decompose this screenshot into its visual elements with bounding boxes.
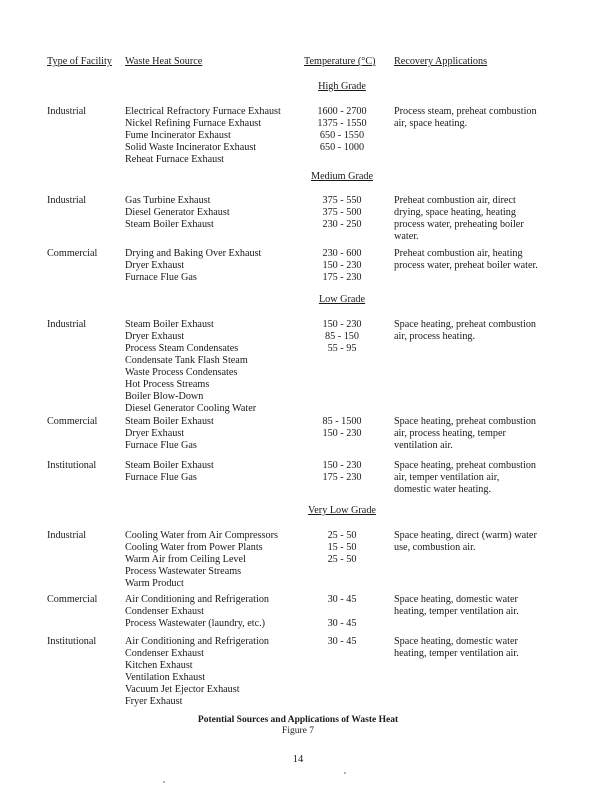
- temperature-ranges: 150 - 230 85 - 150 55 - 95: [322, 319, 362, 354]
- heat-sources: Electrical Refractory Furnace Exhaust Nickel Refining Furnace Exhaust Fume Incinerator Exhaust Solid Waste Incinerator Exhaust Reheat Furnace Exhaust: [125, 106, 281, 165]
- temperature-ranges: 150 - 230 175 - 230: [322, 460, 362, 483]
- recovery-applications: Space heating, preheat combustion air, temper ventilation air, domestic water heating.: [394, 460, 537, 495]
- temperature-ranges: 230 - 600 150 - 230 175 - 230: [322, 248, 362, 283]
- heat-sources: Air Conditioning and Refrigeration Condenser Exhaust Process Wastewater (laundry, etc.): [125, 594, 270, 629]
- temperature-ranges: 25 - 50 15 - 50 25 - 50: [327, 530, 357, 565]
- header-source: Waste Heat Source: [125, 56, 203, 67]
- temperature-ranges: 375 - 550 375 - 500 230 - 250: [322, 195, 362, 230]
- figure-caption-title: Potential Sources and Applications of Waste Heat: [197, 715, 399, 725]
- recovery-applications: Process steam, preheat combustion air, space heating.: [394, 106, 537, 129]
- recovery-applications: Space heating, domestic water heating, temper ventilation air.: [394, 594, 519, 617]
- grade-very-low: Very Low Grade: [308, 505, 376, 516]
- heat-sources: Air Conditioning and Refrigeration Condenser Exhaust Kitchen Exhaust Ventilation Exhaust Vacuum Jet Ejector Exhaust Fryer Exhaust: [125, 636, 270, 707]
- recovery-applications: Preheat combustion air, direct drying, space heating, heating process water, preheating boiler water.: [394, 195, 524, 242]
- grade-high: High Grade: [318, 81, 366, 92]
- heat-sources: Steam Boiler Exhaust Dryer Exhaust Furnace Flue Gas: [125, 416, 214, 451]
- facility-type: Industrial: [47, 106, 87, 117]
- recovery-applications: Space heating, preheat combustion air, process heating.: [394, 319, 537, 342]
- figure-number: Figure 7: [282, 726, 314, 736]
- heat-sources: Cooling Water from Air Compressors Cooling Water from Power Plants Warm Air from Ceiling Level Process Wastewater Streams Warm Product: [125, 530, 278, 589]
- facility-type: Industrial: [47, 195, 87, 206]
- scan-speck: [344, 772, 346, 774]
- temperature-ranges: 1600 - 2700 1375 - 1550 650 - 1550 650 - 1000: [317, 106, 367, 153]
- page-number: 14: [292, 754, 304, 765]
- grade-low: Low Grade: [318, 294, 366, 305]
- facility-type: Commercial: [47, 416, 98, 427]
- header-facility: Type of Facility: [47, 56, 112, 67]
- scan-speck: [163, 781, 165, 783]
- recovery-applications: Space heating, preheat combustion air, process heating, temper ventilation air.: [394, 416, 537, 451]
- header-temperature: Temperature (°C): [304, 56, 376, 67]
- facility-type: Institutional: [47, 460, 97, 471]
- facility-type: Institutional: [47, 636, 97, 647]
- temperature-ranges: 30 - 45 30 - 45: [327, 594, 357, 629]
- heat-sources: Steam Boiler Exhaust Furnace Flue Gas: [125, 460, 214, 483]
- recovery-applications: Space heating, direct (warm) water use, combustion air.: [394, 530, 537, 553]
- recovery-applications: Preheat combustion air, heating process water, preheat boiler water.: [394, 248, 538, 271]
- grade-medium: Medium Grade: [311, 171, 373, 182]
- facility-type: Industrial: [47, 530, 87, 541]
- facility-type: Industrial: [47, 319, 87, 330]
- heat-sources: Steam Boiler Exhaust Dryer Exhaust Process Steam Condensates Condensate Tank Flash Steam Waste Process Condensates Hot Process Streams Boiler Blow-Down Diesel Generator Cooling Water: [125, 319, 257, 414]
- facility-type: Commercial: [47, 594, 98, 605]
- temperature-ranges: 30 - 45: [327, 636, 357, 647]
- temperature-ranges: 85 - 1500 150 - 230: [322, 416, 362, 439]
- facility-type: Commercial: [47, 248, 98, 259]
- heat-sources: Drying and Baking Over Exhaust Dryer Exhaust Furnace Flue Gas: [125, 248, 262, 283]
- recovery-applications: Space heating, domestic water heating, temper ventilation air.: [394, 636, 519, 659]
- heat-sources: Gas Turbine Exhaust Diesel Generator Exhaust Steam Boiler Exhaust: [125, 195, 230, 230]
- header-applications: Recovery Applications: [394, 56, 488, 67]
